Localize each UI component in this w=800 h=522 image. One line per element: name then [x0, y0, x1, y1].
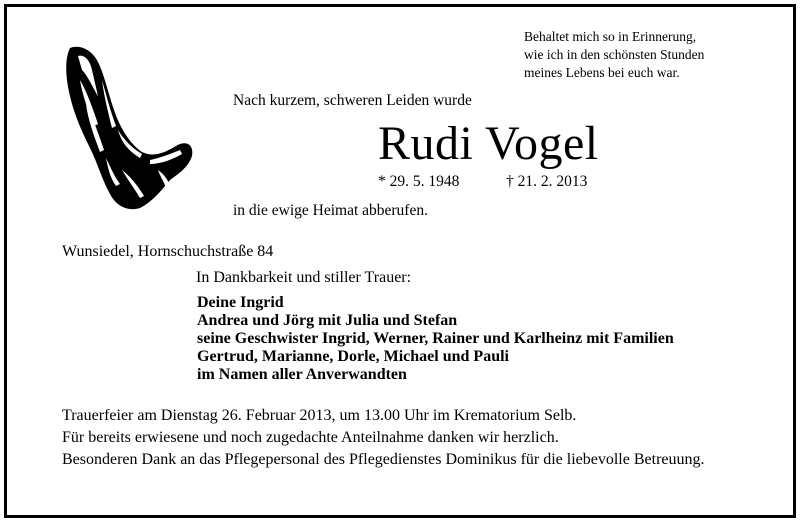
praying-hands-icon [58, 40, 198, 216]
intro-text: Nach kurzem, schweren Leiden wurde [233, 92, 472, 109]
footer-notes [62, 406, 762, 472]
mourner-line: Gertrud, Marianne, Dorle, Michael und Pauli [197, 348, 509, 365]
birth-date: * 29. 5. 1948 [378, 173, 460, 190]
family-address: Wunsiedel, Hornschuchstraße 84 [62, 243, 274, 260]
care-staff-thanks-note: Besonderen Dank an das Pflegepersonal des Pflegedienstes Dominikus für die liebevolle Betreuung. [62, 451, 705, 468]
mourner-line: Andrea und Jörg mit Julia und Stefan [197, 312, 458, 329]
death-date: † 21. 2. 2013 [506, 173, 588, 190]
heimat-text: in die ewige Heimat abberufen. [233, 202, 428, 219]
mourner-line: im Namen aller Anverwandten [197, 366, 407, 383]
funeral-service-note: Trauerfeier am Dienstag 26. Februar 2013, um 13.00 Uhr im Krematorium Selb. [62, 407, 577, 424]
mourner-line: seine Geschwister Ingrid, Werner, Rainer und Karlheinz mit Familien [197, 330, 674, 347]
mourners-list [197, 294, 674, 384]
deceased-name: Rudi Vogel [378, 117, 599, 170]
mourner-line: Deine Ingrid [197, 294, 284, 311]
thanks-line: In Dankbarkeit und stiller Trauer: [196, 269, 412, 286]
condolence-thanks-note: Für bereits erwiesene und noch zugedachte Anteilnahme danken wir herzlich. [62, 429, 559, 446]
motto-quote: Behaltet mich so in Erinnerung, wie ich in den schönsten Stunden meines Lebens bei euch war. [524, 29, 705, 80]
